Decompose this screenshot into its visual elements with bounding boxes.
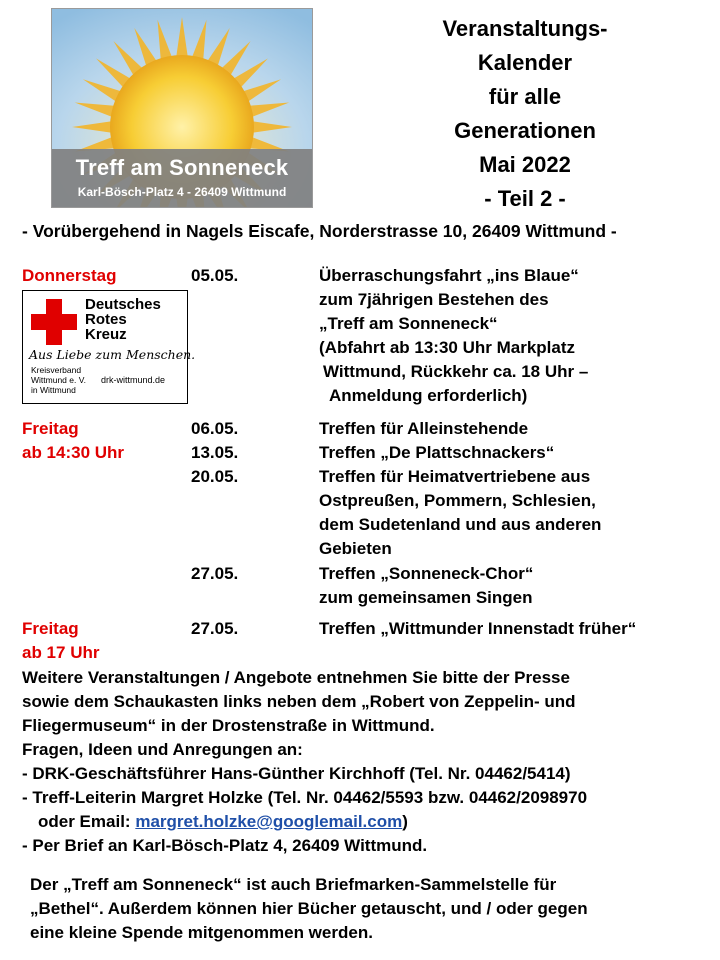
event-line: Treffen für Alleinstehende <box>319 419 529 438</box>
drk-logo <box>22 290 196 404</box>
page-title <box>405 12 645 216</box>
location-note: - Vorübergehend in Nagels Eiscafe, Norderstrasse 10, 26409 Wittmund - <box>22 221 617 241</box>
event-line: Gebieten <box>319 539 392 558</box>
info-line: Fliegermuseum“ in der Drostenstraße in Wittmund. <box>22 716 435 735</box>
event-line: Treffen für Heimatvertriebene aus <box>319 467 591 486</box>
event-date: 27.05. <box>191 619 239 638</box>
email-prefix: oder Email: <box>38 812 131 831</box>
event-line: dem Sudetenland und aus anderen <box>319 515 602 534</box>
footer-note <box>30 873 588 945</box>
email-link[interactable]: margret.holzke@googlemail.com <box>135 812 403 831</box>
treff-logo <box>51 8 313 208</box>
footer-line: „Bethel“. Außerdem können hier Bücher getauscht, und / oder gegen <box>30 899 588 918</box>
logo-address: Karl-Bösch-Platz 4 - 26409 Wittmund <box>77 185 287 199</box>
logo-title: Treff am Sonneneck <box>75 155 289 180</box>
drk-name-line: Rotes <box>85 311 127 328</box>
title-line: Kalender <box>477 50 573 75</box>
drk-kreisverband <box>31 365 86 395</box>
title-line: Veranstaltungs- <box>442 16 608 41</box>
event-line: (Abfahrt ab 13:30 Uhr Markplatz <box>319 338 575 357</box>
drk-slogan: Aus Liebe zum Menschen. <box>29 347 196 362</box>
event-date: 06.05. <box>191 419 239 438</box>
info-line: Fragen, Ideen und Anregungen an: <box>22 740 303 759</box>
drk-name-line: Deutsches <box>85 296 161 313</box>
drk-kv-line: Wittmund e. V. <box>31 375 86 385</box>
event-line: Treffen „Wittmunder Innenstadt früher“ <box>319 619 637 638</box>
event-line: Überraschungsfahrt „ins Blaue“ <box>319 266 579 285</box>
day-label-thursday: Donnerstag <box>22 266 117 285</box>
event-line: Treffen „Sonneneck-Chor“ <box>319 564 534 583</box>
info-line: - Treff-Leiterin Margret Holzke (Tel. Nr. 04462/5593 bzw. 04462/2098970 <box>22 788 588 807</box>
title-line: für alle <box>488 84 562 109</box>
title-line: - Teil 2 - <box>484 186 566 211</box>
event-line: Wittmund, Rückkehr ca. 18 Uhr – <box>323 362 589 381</box>
footer-line: eine kleine Spende mitgenommen werden. <box>30 923 373 942</box>
email-suffix: ) <box>402 812 408 831</box>
info-line: - DRK-Geschäftsführer Hans-Günther Kirchhoff (Tel. Nr. 04462/5414) <box>22 764 571 783</box>
red-cross-icon <box>31 299 77 345</box>
drk-name <box>85 297 161 342</box>
info-line: sowie dem Schaukasten links neben dem „Robert von Zeppelin- und <box>22 692 576 711</box>
event-line: Ostpreußen, Pommern, Schlesien, <box>319 491 596 510</box>
drk-name-line: Kreuz <box>85 326 127 343</box>
event-description <box>319 264 588 408</box>
info-section <box>22 666 587 858</box>
email-line <box>22 810 587 834</box>
day-label-friday: Freitag <box>22 619 79 638</box>
title-line: Mai 2022 <box>479 152 571 177</box>
event-line: „Treff am Sonneneck“ <box>319 314 498 333</box>
drk-kv-line: Kreisverband <box>31 365 82 375</box>
event-date: 13.05. <box>191 443 239 462</box>
time-label: ab 14:30 Uhr <box>22 443 125 462</box>
event-date: 05.05. <box>191 266 239 285</box>
info-line: - Per Brief an Karl-Bösch-Platz 4, 26409 Wittmund. <box>22 836 428 855</box>
event-description <box>319 562 533 610</box>
day-label-friday: Freitag <box>22 419 79 438</box>
info-line: Weitere Veranstaltungen / Angebote entnehmen Sie bitte der Presse <box>22 668 570 687</box>
time-label: ab 17 Uhr <box>22 643 100 662</box>
event-description <box>319 465 601 561</box>
event-line: zum 7jährigen Bestehen des <box>319 290 549 309</box>
drk-kv-line: in Wittmund <box>31 385 76 395</box>
event-line: Anmeldung erforderlich) <box>329 386 528 405</box>
drk-website: drk-wittmund.de <box>101 375 166 385</box>
event-line: Treffen „De Plattschnackers“ <box>319 443 555 462</box>
title-line: Generationen <box>454 118 596 143</box>
event-date: 20.05. <box>191 467 239 486</box>
event-date: 27.05. <box>191 564 239 583</box>
footer-line: Der „Treff am Sonneneck“ ist auch Briefmarken-Sammelstelle für <box>30 875 557 894</box>
event-line: zum gemeinsamen Singen <box>319 588 533 607</box>
